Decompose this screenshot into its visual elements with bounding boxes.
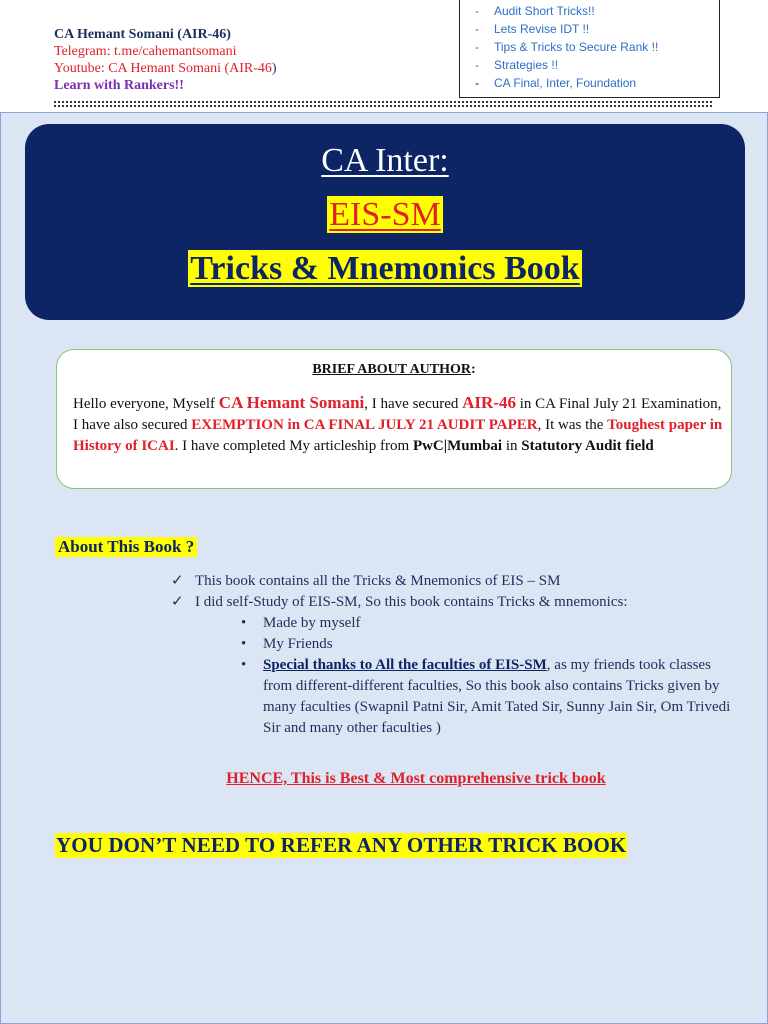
author-contact-block — [54, 26, 277, 94]
youtube-text: Youtube: CA Hemant Somani (AIR-46 — [54, 61, 272, 76]
text-run: , I have secured — [364, 396, 463, 412]
title-line-3 — [25, 250, 745, 288]
promo-item — [460, 2, 719, 20]
dash-bullet: - — [475, 58, 479, 72]
faculty-thanks: Special thanks to All the faculties of EIS-SM — [263, 657, 547, 673]
source-text: Made by myself — [263, 615, 361, 631]
promo-item-label: Tips & Tricks to Secure Rank !! — [494, 40, 659, 54]
about-book-heading: About This Book ? — [55, 537, 197, 557]
dash-bullet: - — [475, 22, 479, 36]
source-item — [239, 655, 731, 739]
bullet-icon: • — [241, 636, 247, 652]
promo-item-label: Lets Revise IDT !! — [494, 22, 590, 36]
author-brief-box — [56, 349, 732, 489]
feature-text: I did self-Study of EIS-SM, So this book contains Tricks & mnemonics: — [195, 594, 628, 610]
telegram-link[interactable]: Telegram: t.me/cahemantsomani — [54, 44, 237, 59]
source-text: My Friends — [263, 636, 333, 652]
dash-bullet: - — [475, 40, 479, 54]
rank-highlight: AIR-46 — [462, 393, 516, 412]
no-other-book-claim: YOU DON’T NEED TO REFER ANY OTHER TRICK BOOK — [56, 833, 627, 857]
promo-item — [460, 74, 719, 92]
author-brief-text — [73, 392, 723, 457]
source-list — [239, 613, 731, 739]
text-run: . I have completed My articleship from — [174, 438, 413, 454]
best-book-text: HENCE, This is Best & Most comprehensive trick book — [226, 770, 606, 787]
title-course: CA Inter: — [321, 142, 449, 179]
promo-item — [460, 56, 719, 74]
source-text: , as my friends took classes from different-different faculties, So this book also contains Tricks given by many faculties (Swapnil Patni Sir, Amit Tated Sir, Sunny Jain Sir, Om Trivedi Sir and many other faculties ) — [263, 657, 731, 736]
source-item — [239, 613, 731, 634]
promo-item — [460, 38, 719, 56]
page-header — [0, 0, 768, 112]
feature-text: This book contains all the Tricks & Mnemonics of EIS – SM — [195, 573, 561, 589]
promo-item-label: Strategies !! — [494, 58, 559, 72]
main-panel — [0, 112, 768, 1024]
book-features-list — [171, 571, 731, 739]
text-run: in — [502, 438, 522, 454]
dotted-divider — [54, 101, 712, 103]
checkmark-icon: ✓ — [171, 573, 184, 589]
title-book-name: Tricks & Mnemonics Book — [190, 250, 580, 287]
bullet-icon: • — [241, 657, 247, 673]
best-book-statement — [1, 770, 768, 788]
toughest-paper-highlight: Toughest paper in History of ICAI — [73, 417, 723, 454]
text-run: , It was the — [537, 417, 608, 433]
promo-box — [459, 0, 720, 98]
text-run: in CA Final July 21 Examination, I have also secured — [73, 396, 722, 433]
feature-item — [171, 571, 731, 592]
promo-item-label: CA Final, Inter, Foundation — [494, 76, 637, 90]
firm-name: PwC|Mumbai — [412, 438, 503, 454]
dotted-divider — [54, 105, 712, 107]
author-brief-heading-text: BRIEF ABOUT AUTHOR — [312, 362, 472, 377]
promo-list — [460, 2, 719, 92]
author-brief-heading — [57, 362, 731, 378]
youtube-paren: ) — [271, 61, 277, 76]
text-run: Hello everyone, Myself — [73, 396, 219, 412]
title-subject: EIS-SM — [329, 196, 441, 233]
promo-item-label: Audit Short Tricks!! — [494, 4, 595, 18]
title-banner — [25, 124, 745, 320]
feature-item — [171, 592, 731, 739]
youtube-link[interactable] — [54, 60, 277, 77]
heading-colon: : — [471, 362, 476, 377]
source-item — [239, 634, 731, 655]
tagline: Learn with Rankers!! — [54, 78, 184, 93]
promo-item — [460, 20, 719, 38]
dash-bullet: - — [475, 4, 479, 18]
bullet-icon: • — [241, 615, 247, 631]
audit-field: Statutory Audit field — [521, 438, 654, 454]
checkmark-icon: ✓ — [171, 594, 184, 610]
author-name-highlight: CA Hemant Somani — [218, 393, 365, 412]
author-name: CA Hemant Somani (AIR-46) — [54, 27, 231, 42]
dash-bullet: - — [475, 76, 479, 90]
title-line-1 — [25, 142, 745, 180]
title-line-2 — [25, 196, 745, 234]
exemption-highlight: EXEMPTION in CA FINAL JULY 21 AUDIT PAPER — [191, 417, 538, 433]
